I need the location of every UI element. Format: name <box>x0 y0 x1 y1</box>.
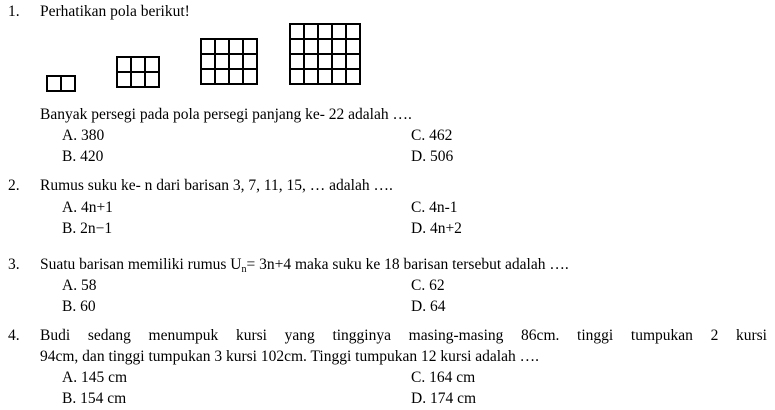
q2-text: Rumus suku ke- n dari barisan 3, 7, 11, 15, … adalah …. <box>40 177 393 194</box>
q4-text-line1: Budi sedang menumpuk kursi yang tingginya masing-masing 86cm. tinggi tumpukan 2 kursi <box>40 327 767 344</box>
q2-option-b[interactable]: B. 2n−1 <box>62 220 113 237</box>
q2-option-c[interactable]: C. 4n-1 <box>411 199 458 216</box>
q1-option-a[interactable]: A. 380 <box>62 127 105 144</box>
q3-text-subscript: n <box>241 264 247 275</box>
q1-intro: Perhatikan pola berikut! <box>40 3 190 20</box>
q3-text <box>40 256 569 274</box>
pattern-figure-3 <box>200 38 258 85</box>
q1-number: 1. <box>8 3 20 20</box>
q1-option-c[interactable]: C. 462 <box>411 127 453 144</box>
q4-option-a[interactable]: A. 145 cm <box>62 369 128 386</box>
q1-text: Banyak persegi pada pola persegi panjang ke- 22 adalah …. <box>40 106 412 123</box>
q2-option-a[interactable]: A. 4n+1 <box>62 199 113 216</box>
q3-option-a[interactable]: A. 58 <box>62 277 97 294</box>
q3-option-b[interactable]: B. 60 <box>62 298 96 315</box>
q1-option-d[interactable]: D. 506 <box>411 148 454 165</box>
q3-number: 3. <box>8 256 20 273</box>
q4-text-line2: 94cm, dan tinggi tumpukan 3 kursi 102cm. Tinggi tumpukan 12 kursi adalah …. <box>40 348 539 365</box>
pattern-figure-1 <box>46 75 76 92</box>
pattern-figure-4 <box>289 23 361 85</box>
q3-text-pre: Suatu barisan memiliki rumus U <box>40 256 242 273</box>
q3-option-d[interactable]: D. 64 <box>411 298 446 315</box>
q2-number: 2. <box>8 177 20 194</box>
q4-option-c[interactable]: C. 164 cm <box>411 369 476 386</box>
pattern-figure-2 <box>116 56 160 88</box>
q4-option-d[interactable]: D. 174 cm <box>411 390 477 407</box>
q3-option-c[interactable]: C. 62 <box>411 277 445 294</box>
q3-text-post: = 3n+4 maka suku ke 18 barisan tersebut adalah …. <box>246 256 569 273</box>
q2-option-d[interactable]: D. 4n+2 <box>411 220 462 237</box>
q4-option-b[interactable]: B. 154 cm <box>62 390 127 407</box>
q4-number: 4. <box>8 327 20 344</box>
q1-option-b[interactable]: B. 420 <box>62 148 104 165</box>
